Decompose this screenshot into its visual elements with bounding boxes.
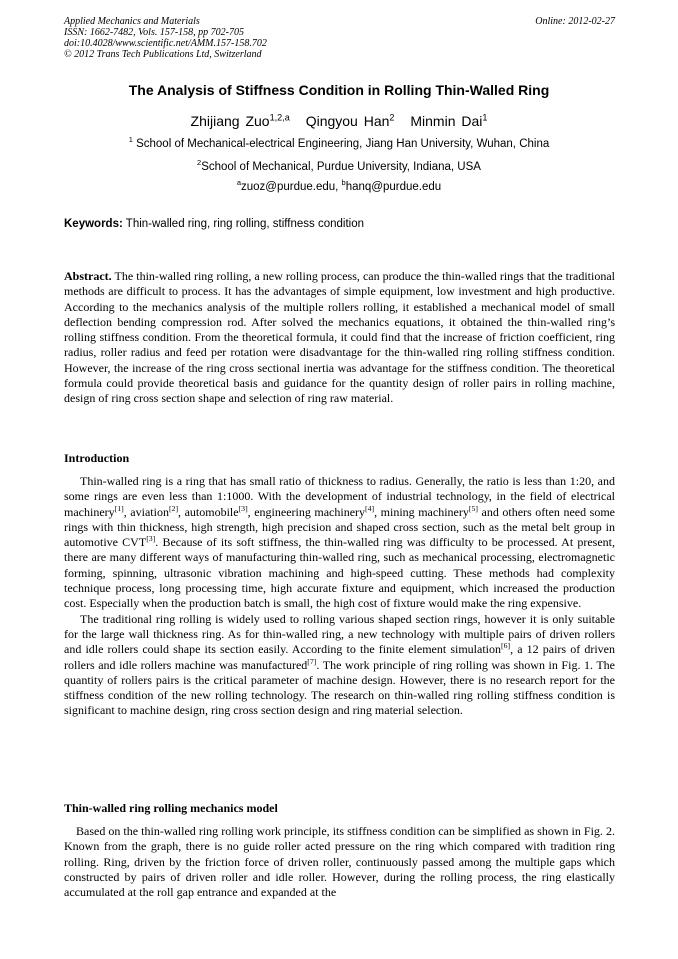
citation-5[interactable]: [5] xyxy=(468,503,478,513)
author-emails: $^a$zuoz@purdue.edu, $^b$hanq@purdue.edu xyxy=(236,178,442,193)
author-3-affil-mark: 1 xyxy=(482,112,488,123)
introduction-heading: Introduction xyxy=(64,451,130,465)
author-1: Zhijiang Zuo$^{1,2,a}$ xyxy=(190,112,290,129)
citation-2[interactable]: [2] xyxy=(168,503,179,513)
journal-header xyxy=(64,16,615,60)
email-b[interactable]: hanq@purdue.edu xyxy=(345,181,442,193)
introduction-paragraph-2: The traditional ring rolling is widely used to rolling various shaped section rings, however it is only suitable for the large wall thickness ring. As for thin-walled ring, a new technology with multiple pairs of driven rollers and idle rollers could shape its section easily. According to the finite element simulation[6], a 12 pairs of driven rollers and idle rollers machine was manufactured[7]. The work principle of ring rolling was shown in Fig. 1. The quantity of rollers pairs is the critical parameter of machine design. However, there is no research report for the stiffness condition of the new rolling technology. The research on thin-walled ring rolling stiffness condition is significant to machine design, ring cross section design and ring material selection. xyxy=(64,611,616,718)
journal-doi: doi:10.4028/www.scientific.net/AMM.157-158.702 xyxy=(64,38,267,49)
abstract xyxy=(64,269,615,407)
model-section-heading: Thin-walled ring rolling mechanics model xyxy=(64,801,278,815)
citation-1[interactable]: [1] xyxy=(114,503,124,513)
introduction-body xyxy=(64,474,615,719)
citation-7[interactable]: [7] xyxy=(307,656,317,666)
author-2: Qingyou Han$^2$ xyxy=(305,112,395,129)
abstract-label: Abstract. xyxy=(64,269,112,283)
journal-name: Applied Mechanics and Materials xyxy=(64,16,200,27)
citation-3-repeat[interactable]: [3] xyxy=(146,534,156,544)
paper-title: The Analysis of Stiffness Condition in Rolling Thin-Walled Ring xyxy=(128,82,550,98)
citation-3[interactable]: [3] xyxy=(238,503,248,513)
model-section-body: Based on the thin-walled ring rolling work principle, its stiffness condition can be simplified as shown in Fig. 2. Known from the graph, there is no guide roller acted pressure on the ring which compared with tradition ring rolling. Ring, driven by the friction force of driven roller, continuously passed among the multiple gaps which constructed by pairs of driven roller and idle roller. However, during the rolling process, the ring elastically accumulated at the roll gap entrance and expanded at the xyxy=(64,824,615,900)
citation-6[interactable]: [6] xyxy=(501,641,511,651)
online-date: Online: 2012-02-27 xyxy=(535,16,615,27)
keywords-label: Keywords: xyxy=(64,218,123,230)
author-3: Minmin Dai$^1$ xyxy=(410,112,488,129)
abstract-text: The thin-walled ring rolling, a new rolling process, can produce the thin-walled rings that the traditional methods are difficult to process. It has the advantages of simple equipment, low investment and high productive. According to the mechanics analysis of the multiple rollers rolling, it established a mechanical model of small deflection bending compression rod. After solved the mechanics equations, it obtained the thin-walled ring’s rolling stiffness condition. From the theoretical formula, it could find that the increase of friction coefficient, ring radius, roller radius and feed per rotation were disadvantage for the thin-walled ring rolling stiffness condition. However, the increase of the ring cross sectional inertia was advantage for the stiffness condition. The theoretical formula could provide theoretical basis and guidance for the quantity design of roller pairs in rolling machine, design of ring cross section shape and selection of ring raw material. xyxy=(64,269,615,406)
author-1-affil-mark: 1,2,a xyxy=(269,112,290,123)
keywords-text: Thin-walled ring, ring rolling, stiffness condition xyxy=(125,218,365,230)
introduction-paragraph-1: Thin-walled ring is a ring that has small ratio of thickness to radius. Generally, the ratio is less than 1:20, and some rings are even less than 1:1000. With the development of industrial technology, in the field of electrical machinery[1], aviation[2], automobile[3], engineering machinery[4], mining machinery[5] and others often need some rings with thin thickness, high strength, high precision and shaped cross section, such as the metal belt group in automotive CVT[3]. Because of its soft stiffness, the thin-walled ring was difficulty to be processed. At present, there are many different ways of manufacturing thin-walled ring, such as mechanical processing, electromagnetic forming, spinning, ultrasonic vibration machining and high-speed cutting. These methods had complexity technique process, long processing time, high accurate fixture and equipment, which increased the production cost. Especially when the production batch is small, the high cost of fixture would make the ring expensive. xyxy=(64,474,615,611)
email-a[interactable]: zuoz@purdue.edu, xyxy=(240,181,339,193)
author-2-affil-mark: 2 xyxy=(389,112,395,123)
journal-copyright: © 2012 Trans Tech Publications Ltd, Switzerland xyxy=(64,49,262,60)
affiliation-1: $^1$ School of Mechanical-electrical Engineering, Jiang Han University, Wuhan, China xyxy=(128,135,550,150)
journal-issn: ISSN: 1662-7482, Vols. 157-158, pp 702-705 xyxy=(64,27,244,38)
author-list xyxy=(40,113,638,129)
keywords xyxy=(64,218,615,230)
citation-4[interactable]: [4] xyxy=(365,503,375,513)
affiliation-2: $^2$School of Mechanical, Purdue University, Indiana, USA xyxy=(197,158,481,173)
